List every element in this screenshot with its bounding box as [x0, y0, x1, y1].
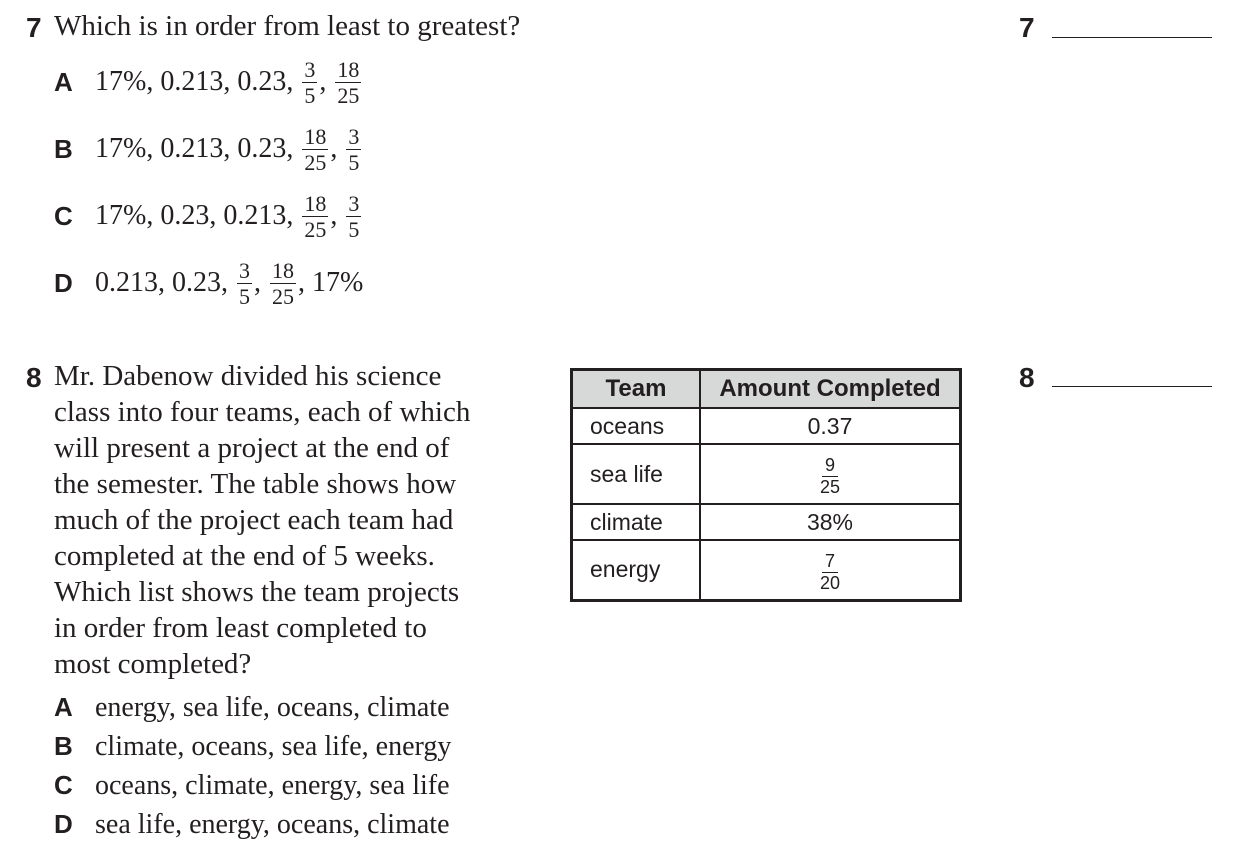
- stem-line: Mr. Dabenow divided his science: [54, 360, 442, 392]
- fraction-numerator: 18: [304, 123, 327, 149]
- choice-text: 17%, 0.23, 0.213, $\frac{18}{25}$ , $\frac{3}{5}$: [95, 190, 360, 242]
- stem-line: most completed?: [54, 648, 252, 680]
- fraction: [302, 57, 317, 108]
- amount-fraction: [817, 455, 843, 498]
- team-cell: energy: [572, 540, 701, 600]
- table-header-team: Team: [572, 370, 701, 409]
- team-cell: oceans: [572, 408, 701, 444]
- fraction-denominator: 25: [272, 283, 294, 309]
- q8-choice-b[interactable]: [54, 727, 451, 766]
- choice-text: 0.213, 0.23, $\frac{3}{5}$ , $\frac{18}{25}$ , 17%: [95, 257, 364, 309]
- amount-cell: [700, 444, 961, 504]
- table-row: [572, 408, 961, 444]
- question-7-stem: Which is in order from least to greatest?: [54, 10, 521, 42]
- amount-fraction: [817, 551, 843, 594]
- choice-letter: A: [54, 66, 73, 97]
- fraction: [270, 258, 296, 309]
- choice-letter: B: [54, 133, 73, 164]
- amount-cell: [700, 540, 961, 600]
- fraction-numerator: 3: [239, 257, 250, 283]
- fraction: [302, 191, 328, 242]
- question-8-number: 8: [26, 362, 42, 393]
- q7-choice-c[interactable]: [54, 188, 363, 244]
- question-7-choices: [54, 54, 363, 311]
- choice-letter: D: [54, 809, 73, 839]
- fraction: [335, 57, 361, 108]
- amount-fraction-numerator: 7: [822, 551, 838, 573]
- amount-fraction-denominator: 20: [819, 572, 841, 593]
- answer-8-blank[interactable]: [1052, 386, 1212, 387]
- choice-letter: D: [54, 267, 73, 298]
- table-header-row: [572, 370, 961, 409]
- fraction-denominator: 5: [239, 283, 250, 309]
- choice-text: 17%, 0.213, 0.23, $\frac{18}{25}$ , $\frac{3}{5}$: [95, 123, 360, 175]
- fraction-numerator: 18: [337, 56, 360, 82]
- table-row: [572, 504, 961, 540]
- question-8-choices: [54, 688, 451, 844]
- table-header-amount: Amount Completed: [700, 370, 961, 409]
- fraction-denominator: 25: [304, 216, 327, 242]
- q7-choice-d[interactable]: [54, 255, 363, 311]
- stem-line: will present a project at the end of: [54, 432, 450, 464]
- fraction-denominator: 5: [348, 216, 360, 242]
- q7-choice-b[interactable]: [54, 121, 363, 177]
- fraction-numerator: 18: [304, 190, 327, 216]
- fraction: [302, 124, 328, 175]
- q8-choice-a[interactable]: [54, 688, 451, 727]
- fraction-numerator: 18: [272, 257, 294, 283]
- choice-text: sea life, energy, oceans, climate: [95, 808, 450, 840]
- team-cell: climate: [572, 504, 701, 540]
- answer-7-blank[interactable]: [1052, 37, 1212, 38]
- q7-choice-a[interactable]: [54, 54, 363, 110]
- answer-8-label: 8: [1019, 362, 1035, 393]
- question-8-stem: [54, 358, 470, 682]
- fraction-denominator: 25: [304, 149, 327, 175]
- stem-line: completed at the end of 5 weeks.: [54, 540, 435, 572]
- table-row: [572, 540, 961, 600]
- stem-line: much of the project each team had: [54, 504, 454, 536]
- fraction: [346, 191, 361, 242]
- q8-choice-d[interactable]: [54, 805, 451, 844]
- amount-fraction-denominator: 25: [819, 477, 841, 497]
- fraction-denominator: 25: [337, 82, 360, 108]
- team-progress-table: [570, 368, 962, 602]
- answer-7-label: 7: [1019, 12, 1035, 43]
- fraction-denominator: 5: [348, 149, 360, 175]
- fraction-numerator: 3: [348, 123, 360, 149]
- amount-cell: 0.37: [700, 408, 961, 444]
- choice-text: climate, oceans, sea life, energy: [95, 730, 452, 762]
- amount-cell: 38%: [700, 504, 961, 540]
- choice-letter: A: [54, 692, 73, 722]
- q8-choice-c[interactable]: [54, 766, 451, 805]
- fraction-numerator: 3: [304, 56, 316, 82]
- choice-letter: B: [54, 731, 73, 761]
- table-row: [572, 444, 961, 504]
- stem-line: Which list shows the team projects: [54, 576, 460, 608]
- stem-line: class into four teams, each of which: [54, 396, 471, 428]
- choice-text: 17%, 0.213, 0.23, $\frac{3}{5}$ , $\frac{18}{25}$: [95, 56, 360, 108]
- amount-fraction-numerator: 9: [822, 455, 838, 477]
- fraction-numerator: 3: [348, 190, 360, 216]
- choice-letter: C: [54, 770, 73, 800]
- fraction-denominator: 5: [304, 82, 316, 108]
- stem-line: the semester. The table shows how: [54, 468, 457, 500]
- team-cell: sea life: [572, 444, 701, 504]
- choice-letter: C: [54, 200, 73, 231]
- fraction: [237, 258, 252, 309]
- choice-text: energy, sea life, oceans, climate: [95, 691, 450, 723]
- stem-line: in order from least completed to: [54, 612, 427, 644]
- fraction: [346, 124, 361, 175]
- choice-text: oceans, climate, energy, sea life: [95, 769, 450, 801]
- question-7-number: 7: [26, 12, 42, 43]
